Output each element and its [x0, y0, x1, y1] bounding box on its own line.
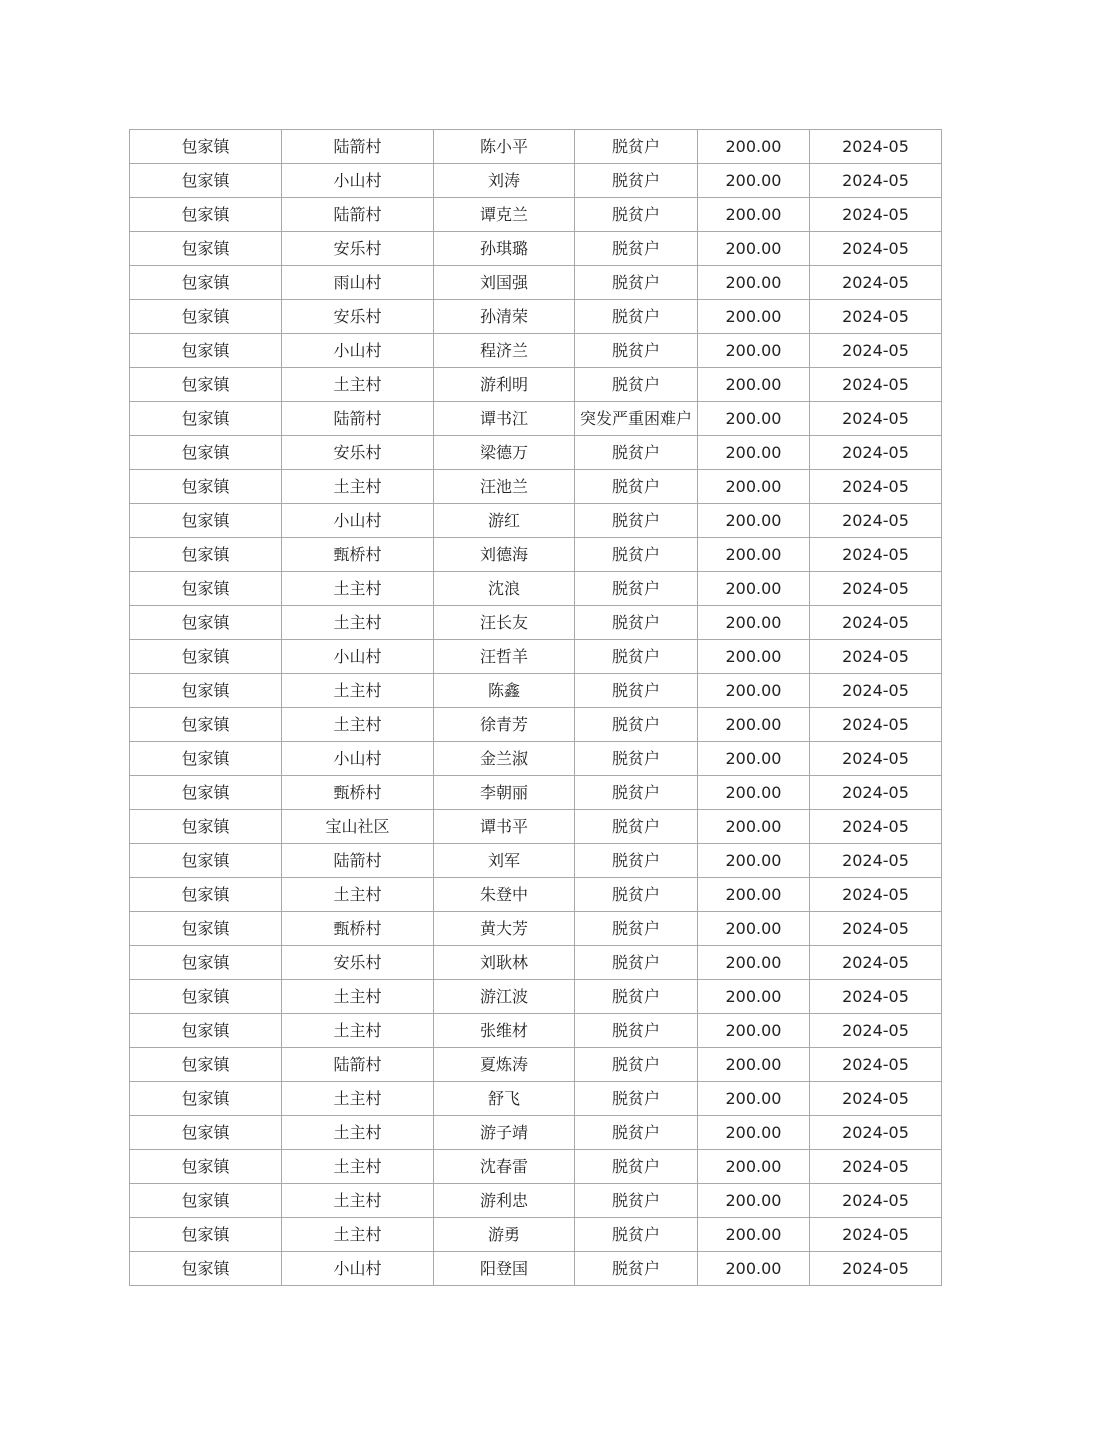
- cell-town: 包家镇: [130, 1252, 282, 1286]
- cell-town: 包家镇: [130, 980, 282, 1014]
- cell-category: 脱贫户: [575, 776, 698, 810]
- cell-town: 包家镇: [130, 878, 282, 912]
- cell-amount: 200.00: [698, 674, 810, 708]
- cell-village: 陆箭村: [282, 130, 434, 164]
- table-row: [130, 606, 942, 640]
- cell-town: 包家镇: [130, 810, 282, 844]
- cell-month: 2024-05: [810, 606, 942, 640]
- table-row: [130, 198, 942, 232]
- table-row: [130, 980, 942, 1014]
- cell-category: 脱贫户: [575, 266, 698, 300]
- cell-town: 包家镇: [130, 1218, 282, 1252]
- cell-amount: 200.00: [698, 300, 810, 334]
- table-body: [130, 130, 942, 1286]
- cell-month: 2024-05: [810, 708, 942, 742]
- cell-name: 刘耿林: [434, 946, 575, 980]
- table-row: [130, 674, 942, 708]
- table-row: [130, 946, 942, 980]
- cell-village: 甄桥村: [282, 538, 434, 572]
- cell-village: 陆箭村: [282, 402, 434, 436]
- cell-category: 脱贫户: [575, 1014, 698, 1048]
- cell-town: 包家镇: [130, 1116, 282, 1150]
- cell-name: 孙琪璐: [434, 232, 575, 266]
- cell-category: 脱贫户: [575, 300, 698, 334]
- cell-category: 脱贫户: [575, 368, 698, 402]
- cell-town: 包家镇: [130, 640, 282, 674]
- cell-village: 小山村: [282, 640, 434, 674]
- cell-amount: 200.00: [698, 232, 810, 266]
- cell-village: 土主村: [282, 1014, 434, 1048]
- cell-month: 2024-05: [810, 266, 942, 300]
- table-row: [130, 368, 942, 402]
- cell-amount: 200.00: [698, 606, 810, 640]
- cell-town: 包家镇: [130, 402, 282, 436]
- cell-amount: 200.00: [698, 130, 810, 164]
- table-row: [130, 232, 942, 266]
- cell-town: 包家镇: [130, 708, 282, 742]
- cell-village: 土主村: [282, 1184, 434, 1218]
- cell-month: 2024-05: [810, 674, 942, 708]
- cell-village: 陆箭村: [282, 844, 434, 878]
- cell-month: 2024-05: [810, 300, 942, 334]
- table-row: [130, 436, 942, 470]
- cell-category: 脱贫户: [575, 946, 698, 980]
- cell-month: 2024-05: [810, 1150, 942, 1184]
- cell-amount: 200.00: [698, 980, 810, 1014]
- cell-category: 脱贫户: [575, 1252, 698, 1286]
- cell-town: 包家镇: [130, 436, 282, 470]
- cell-month: 2024-05: [810, 504, 942, 538]
- cell-category: 脱贫户: [575, 130, 698, 164]
- cell-village: 土主村: [282, 674, 434, 708]
- cell-village: 雨山村: [282, 266, 434, 300]
- cell-category: 脱贫户: [575, 640, 698, 674]
- cell-category: 脱贫户: [575, 674, 698, 708]
- cell-village: 土主村: [282, 708, 434, 742]
- cell-town: 包家镇: [130, 368, 282, 402]
- cell-category: 脱贫户: [575, 878, 698, 912]
- cell-month: 2024-05: [810, 810, 942, 844]
- cell-month: 2024-05: [810, 572, 942, 606]
- table-row: [130, 334, 942, 368]
- cell-town: 包家镇: [130, 266, 282, 300]
- cell-month: 2024-05: [810, 436, 942, 470]
- cell-name: 张维材: [434, 1014, 575, 1048]
- cell-category: 脱贫户: [575, 980, 698, 1014]
- cell-category: 脱贫户: [575, 1184, 698, 1218]
- cell-town: 包家镇: [130, 1014, 282, 1048]
- cell-village: 安乐村: [282, 436, 434, 470]
- cell-month: 2024-05: [810, 198, 942, 232]
- cell-category: 脱贫户: [575, 1082, 698, 1116]
- table-row: [130, 1150, 942, 1184]
- cell-village: 土主村: [282, 1150, 434, 1184]
- cell-name: 程济兰: [434, 334, 575, 368]
- cell-month: 2024-05: [810, 1252, 942, 1286]
- cell-month: 2024-05: [810, 538, 942, 572]
- cell-name: 朱登中: [434, 878, 575, 912]
- table-row: [130, 776, 942, 810]
- cell-amount: 200.00: [698, 402, 810, 436]
- table-row: [130, 742, 942, 776]
- cell-amount: 200.00: [698, 436, 810, 470]
- cell-category: 脱贫户: [575, 232, 698, 266]
- cell-month: 2024-05: [810, 164, 942, 198]
- cell-name: 游利明: [434, 368, 575, 402]
- cell-category: 脱贫户: [575, 708, 698, 742]
- table-row: [130, 640, 942, 674]
- cell-name: 刘涛: [434, 164, 575, 198]
- cell-amount: 200.00: [698, 1116, 810, 1150]
- table-row: [130, 266, 942, 300]
- cell-amount: 200.00: [698, 164, 810, 198]
- beneficiary-table: [129, 129, 942, 1286]
- cell-category: 突发严重困难户: [575, 402, 698, 436]
- table-row: [130, 300, 942, 334]
- cell-name: 沈浪: [434, 572, 575, 606]
- cell-town: 包家镇: [130, 232, 282, 266]
- table-row: [130, 1082, 942, 1116]
- cell-amount: 200.00: [698, 266, 810, 300]
- cell-village: 小山村: [282, 1252, 434, 1286]
- table-row: [130, 1184, 942, 1218]
- cell-name: 金兰淑: [434, 742, 575, 776]
- cell-amount: 200.00: [698, 470, 810, 504]
- cell-village: 土主村: [282, 470, 434, 504]
- table-row: [130, 164, 942, 198]
- table-row: [130, 1014, 942, 1048]
- cell-town: 包家镇: [130, 1150, 282, 1184]
- cell-month: 2024-05: [810, 1082, 942, 1116]
- cell-amount: 200.00: [698, 1014, 810, 1048]
- cell-town: 包家镇: [130, 946, 282, 980]
- cell-name: 汪池兰: [434, 470, 575, 504]
- cell-name: 徐青芳: [434, 708, 575, 742]
- cell-village: 土主村: [282, 980, 434, 1014]
- cell-category: 脱贫户: [575, 1048, 698, 1082]
- cell-amount: 200.00: [698, 776, 810, 810]
- cell-month: 2024-05: [810, 912, 942, 946]
- cell-name: 游红: [434, 504, 575, 538]
- cell-amount: 200.00: [698, 538, 810, 572]
- cell-month: 2024-05: [810, 1014, 942, 1048]
- cell-month: 2024-05: [810, 470, 942, 504]
- cell-month: 2024-05: [810, 946, 942, 980]
- cell-name: 孙清荣: [434, 300, 575, 334]
- table-row: [130, 1252, 942, 1286]
- cell-village: 宝山社区: [282, 810, 434, 844]
- cell-amount: 200.00: [698, 368, 810, 402]
- cell-village: 安乐村: [282, 232, 434, 266]
- cell-month: 2024-05: [810, 130, 942, 164]
- cell-name: 刘国强: [434, 266, 575, 300]
- cell-village: 土主村: [282, 606, 434, 640]
- cell-amount: 200.00: [698, 742, 810, 776]
- cell-amount: 200.00: [698, 334, 810, 368]
- cell-town: 包家镇: [130, 198, 282, 232]
- cell-category: 脱贫户: [575, 1116, 698, 1150]
- cell-village: 陆箭村: [282, 1048, 434, 1082]
- cell-name: 沈春雷: [434, 1150, 575, 1184]
- cell-month: 2024-05: [810, 402, 942, 436]
- cell-village: 陆箭村: [282, 198, 434, 232]
- cell-name: 刘军: [434, 844, 575, 878]
- cell-name: 谭书江: [434, 402, 575, 436]
- cell-village: 安乐村: [282, 946, 434, 980]
- table-row: [130, 470, 942, 504]
- cell-amount: 200.00: [698, 878, 810, 912]
- cell-village: 甄桥村: [282, 912, 434, 946]
- cell-village: 土主村: [282, 368, 434, 402]
- cell-town: 包家镇: [130, 164, 282, 198]
- cell-category: 脱贫户: [575, 1218, 698, 1252]
- cell-amount: 200.00: [698, 1184, 810, 1218]
- cell-town: 包家镇: [130, 1048, 282, 1082]
- cell-month: 2024-05: [810, 1184, 942, 1218]
- cell-name: 夏炼涛: [434, 1048, 575, 1082]
- cell-town: 包家镇: [130, 912, 282, 946]
- cell-amount: 200.00: [698, 572, 810, 606]
- cell-amount: 200.00: [698, 1082, 810, 1116]
- cell-town: 包家镇: [130, 538, 282, 572]
- cell-village: 土主村: [282, 1116, 434, 1150]
- cell-name: 梁德万: [434, 436, 575, 470]
- cell-month: 2024-05: [810, 1048, 942, 1082]
- cell-village: 安乐村: [282, 300, 434, 334]
- cell-town: 包家镇: [130, 606, 282, 640]
- cell-amount: 200.00: [698, 1252, 810, 1286]
- cell-town: 包家镇: [130, 844, 282, 878]
- cell-village: 小山村: [282, 164, 434, 198]
- cell-category: 脱贫户: [575, 1150, 698, 1184]
- cell-amount: 200.00: [698, 844, 810, 878]
- cell-town: 包家镇: [130, 334, 282, 368]
- cell-month: 2024-05: [810, 334, 942, 368]
- cell-name: 谭克兰: [434, 198, 575, 232]
- cell-town: 包家镇: [130, 470, 282, 504]
- cell-name: 游勇: [434, 1218, 575, 1252]
- cell-month: 2024-05: [810, 640, 942, 674]
- cell-name: 游江波: [434, 980, 575, 1014]
- cell-town: 包家镇: [130, 572, 282, 606]
- cell-category: 脱贫户: [575, 742, 698, 776]
- cell-amount: 200.00: [698, 1218, 810, 1252]
- cell-town: 包家镇: [130, 674, 282, 708]
- cell-name: 李朝丽: [434, 776, 575, 810]
- table-row: [130, 538, 942, 572]
- cell-category: 脱贫户: [575, 538, 698, 572]
- cell-category: 脱贫户: [575, 334, 698, 368]
- cell-village: 土主村: [282, 572, 434, 606]
- cell-category: 脱贫户: [575, 504, 698, 538]
- table-row: [130, 1048, 942, 1082]
- cell-month: 2024-05: [810, 742, 942, 776]
- cell-category: 脱贫户: [575, 912, 698, 946]
- cell-amount: 200.00: [698, 810, 810, 844]
- cell-category: 脱贫户: [575, 810, 698, 844]
- table-row: [130, 708, 942, 742]
- cell-amount: 200.00: [698, 708, 810, 742]
- cell-amount: 200.00: [698, 1048, 810, 1082]
- cell-town: 包家镇: [130, 1082, 282, 1116]
- table-row: [130, 844, 942, 878]
- cell-name: 陈小平: [434, 130, 575, 164]
- cell-name: 游利忠: [434, 1184, 575, 1218]
- cell-town: 包家镇: [130, 1184, 282, 1218]
- cell-month: 2024-05: [810, 368, 942, 402]
- table-row: [130, 1218, 942, 1252]
- cell-town: 包家镇: [130, 776, 282, 810]
- cell-village: 土主村: [282, 1082, 434, 1116]
- cell-name: 谭书平: [434, 810, 575, 844]
- cell-town: 包家镇: [130, 130, 282, 164]
- cell-name: 游子靖: [434, 1116, 575, 1150]
- cell-month: 2024-05: [810, 980, 942, 1014]
- cell-category: 脱贫户: [575, 436, 698, 470]
- cell-category: 脱贫户: [575, 844, 698, 878]
- table-row: [130, 1116, 942, 1150]
- cell-category: 脱贫户: [575, 198, 698, 232]
- cell-town: 包家镇: [130, 504, 282, 538]
- cell-town: 包家镇: [130, 300, 282, 334]
- cell-village: 小山村: [282, 504, 434, 538]
- cell-amount: 200.00: [698, 1150, 810, 1184]
- cell-month: 2024-05: [810, 1116, 942, 1150]
- cell-category: 脱贫户: [575, 572, 698, 606]
- table-row: [130, 130, 942, 164]
- table-row: [130, 878, 942, 912]
- cell-month: 2024-05: [810, 1218, 942, 1252]
- cell-month: 2024-05: [810, 232, 942, 266]
- cell-name: 陈鑫: [434, 674, 575, 708]
- cell-month: 2024-05: [810, 776, 942, 810]
- cell-month: 2024-05: [810, 844, 942, 878]
- cell-name: 汪哲羊: [434, 640, 575, 674]
- cell-amount: 200.00: [698, 640, 810, 674]
- table-row: [130, 572, 942, 606]
- cell-name: 阳登国: [434, 1252, 575, 1286]
- table-row: [130, 402, 942, 436]
- cell-village: 小山村: [282, 742, 434, 776]
- cell-name: 舒飞: [434, 1082, 575, 1116]
- table-row: [130, 912, 942, 946]
- cell-town: 包家镇: [130, 742, 282, 776]
- cell-category: 脱贫户: [575, 470, 698, 504]
- cell-month: 2024-05: [810, 878, 942, 912]
- table-row: [130, 504, 942, 538]
- cell-name: 黄大芳: [434, 912, 575, 946]
- cell-amount: 200.00: [698, 504, 810, 538]
- cell-name: 汪长友: [434, 606, 575, 640]
- cell-amount: 200.00: [698, 912, 810, 946]
- cell-village: 甄桥村: [282, 776, 434, 810]
- cell-village: 土主村: [282, 1218, 434, 1252]
- cell-village: 土主村: [282, 878, 434, 912]
- table-row: [130, 810, 942, 844]
- cell-amount: 200.00: [698, 198, 810, 232]
- cell-category: 脱贫户: [575, 606, 698, 640]
- cell-name: 刘德海: [434, 538, 575, 572]
- cell-amount: 200.00: [698, 946, 810, 980]
- cell-village: 小山村: [282, 334, 434, 368]
- cell-category: 脱贫户: [575, 164, 698, 198]
